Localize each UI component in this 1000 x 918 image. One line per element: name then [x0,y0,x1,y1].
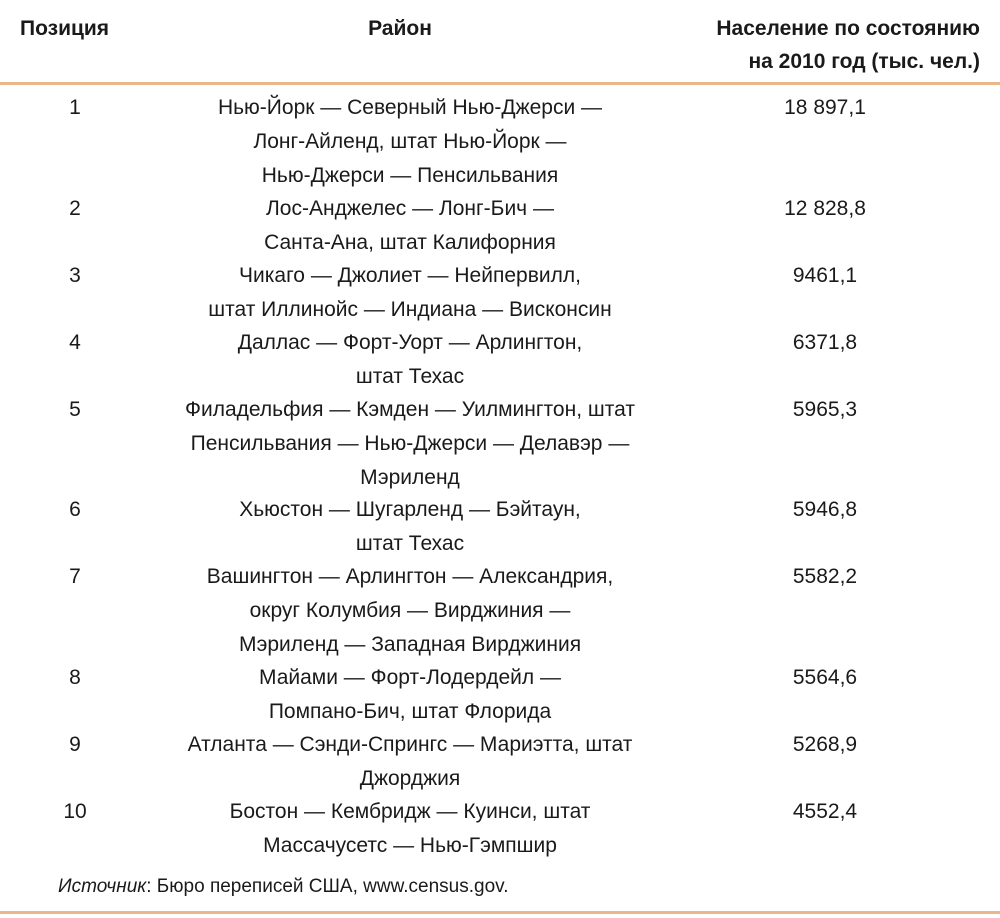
row-district-line: Массачусетс — Нью-Гэмпшир [263,833,557,857]
row-position: 8 [69,665,81,689]
row-district-line: Нью-Йорк — Северный Нью-Джерси — [217,96,603,119]
row-position: 9 [69,732,81,756]
source-note [58,874,509,900]
row-position: 2 [69,196,81,220]
row-district-line: Джорджия [359,766,461,790]
row-district-line: Лос-Анджелес — Лонг-Бич — [266,196,554,220]
row-population: 4552,4 [792,799,858,823]
row-district-line: Атланта — Сэнди-Спрингс — Мариэтта, штат [187,732,633,756]
row-position: 10 [63,799,87,823]
header-position: Позиция [20,17,110,40]
row-district-line: округ Колумбия — Вирджиния — [249,599,571,622]
row-district [120,728,700,796]
row-district-line: Нью-Джерси — Пенсильвания [261,164,559,187]
header-population [660,12,980,78]
row-district-line: Вашингтон — Арлингтон — Александрия, [206,565,614,588]
row-position: 1 [69,96,81,119]
row-district-line: Чикаго — Джолиет — Нейпервилл, [239,263,581,287]
row-population: 9461,1 [792,263,858,287]
row-district [120,393,700,495]
row-district-line: Помпано-Бич, штат Флорида [268,699,552,723]
row-population: 5268,9 [792,732,858,756]
header-population-line1: Население по состоянию [716,17,980,40]
row-population: 5564,6 [792,665,858,689]
row-population: 18 897,1 [784,96,866,119]
row-district [120,560,700,662]
row-district-line: Лонг-Айленд, штат Нью-Йорк — [253,130,567,153]
row-district [120,259,700,327]
row-population: 5946,8 [792,498,858,521]
row-district [120,91,700,193]
row-district [120,192,700,260]
row-district-line: Филадельфия — Кэмден — Уилмингтон, штат [185,397,635,421]
row-district-line: Хьюстон — Шугарленд — Бэйтаун, [239,498,581,521]
row-district-line: Пенсильвания — Нью-Джерси — Делавэр — [190,431,630,455]
row-district-line: штат Иллинойс — Индиана — Висконсин [208,297,612,321]
row-district-line: штат Техас [355,364,465,388]
row-population: 12 828,8 [784,196,866,220]
header-divider [0,82,1000,85]
row-population: 5582,2 [792,565,858,588]
row-district-line: Санта-Ана, штат Калифорния [264,230,556,254]
row-district-line: штат Техас [355,532,465,555]
row-district-line: Майами — Форт-Лодердейл — [258,665,561,689]
row-population: 5965,3 [792,397,858,421]
row-district-line: Мэриленд [360,465,460,489]
row-position: 3 [69,263,81,287]
header-district: Район [368,17,432,40]
row-district-line: Даллас — Форт-Уорт — Арлингтон, [237,330,583,354]
row-position: 6 [69,498,81,521]
header-population-line2: на 2010 год (тыс. чел.) [748,50,980,73]
row-position: 5 [69,397,81,421]
row-district [120,326,700,394]
row-population: 6371,8 [792,330,858,354]
row-district [120,493,700,561]
row-district [120,661,700,729]
bottom-divider [0,911,1000,914]
row-district-line: Мэриленд — Западная Вирджиния [238,633,582,656]
row-position: 4 [69,330,81,354]
row-district-line: Бостон — Кембридж — Куинси, штат [229,799,591,823]
source-label: Источник [58,876,147,897]
row-district [120,795,700,863]
source-text: : Бюро переписей США, www.census.gov. [146,876,509,897]
row-position: 7 [69,565,81,588]
